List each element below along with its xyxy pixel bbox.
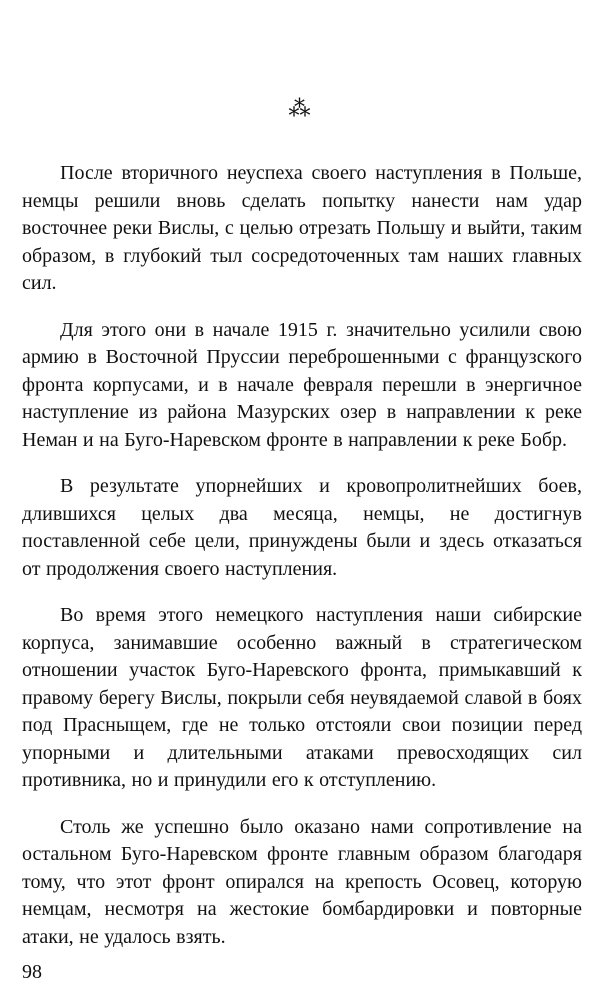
section-ornament: ⁂ xyxy=(288,96,312,121)
paragraph-4: Во время этого немецкого наступления наши сибирские корпуса, занимавшие особенно важный в стратегическом отношении участок Буго-Наревского фронта, примыкавший к правому берегу Вислы, покрыли себя неувядаемой славой в боях под Прасныщем, где не только отстояли свои позиции перед упорными и длительными атаками превосходящих сил противника, но и принудили его к отступлению. xyxy=(22,604,582,791)
page-number: 98 xyxy=(22,961,42,983)
paragraph-5: Столь же успешно было оказано нами сопротивление на остальном Буго-Наревском фронте главным образом благодаря тому, что этот фронт опирался на крепость Осовец, которую немцам, несмотря на жестокие бомбардировки и повторные атаки, не удалось взять. xyxy=(22,815,582,948)
paragraph-3: В результате упорнейших и кровопролитнейших боев, длившихся целых два месяца, немцы, не достигнув поставленной себе цели, принуждены были и здесь отказаться от продолжения своего наступления. xyxy=(22,475,582,580)
body-text xyxy=(22,160,582,970)
paragraph-1: После вторичного неуспеха своего наступления в Польше, немцы решили вновь сделать попытку нанести нам удар восточнее реки Вислы, с целью отрезать Польшу и выйти, таким образом, в глубокий тыл сосредоточенных там наших главных сил. xyxy=(22,162,582,294)
paragraph-2: Для этого они в начале 1915 г. значительно усилили свою армию в Восточной Пруссии переброшенными с французского фронта корпусами, и в начале февраля перешли в энергичное наступление из района Мазурских озер в направлении к реке Неман и на Буго-Наревском фронте в направлении к реке Бобр. xyxy=(22,318,582,451)
